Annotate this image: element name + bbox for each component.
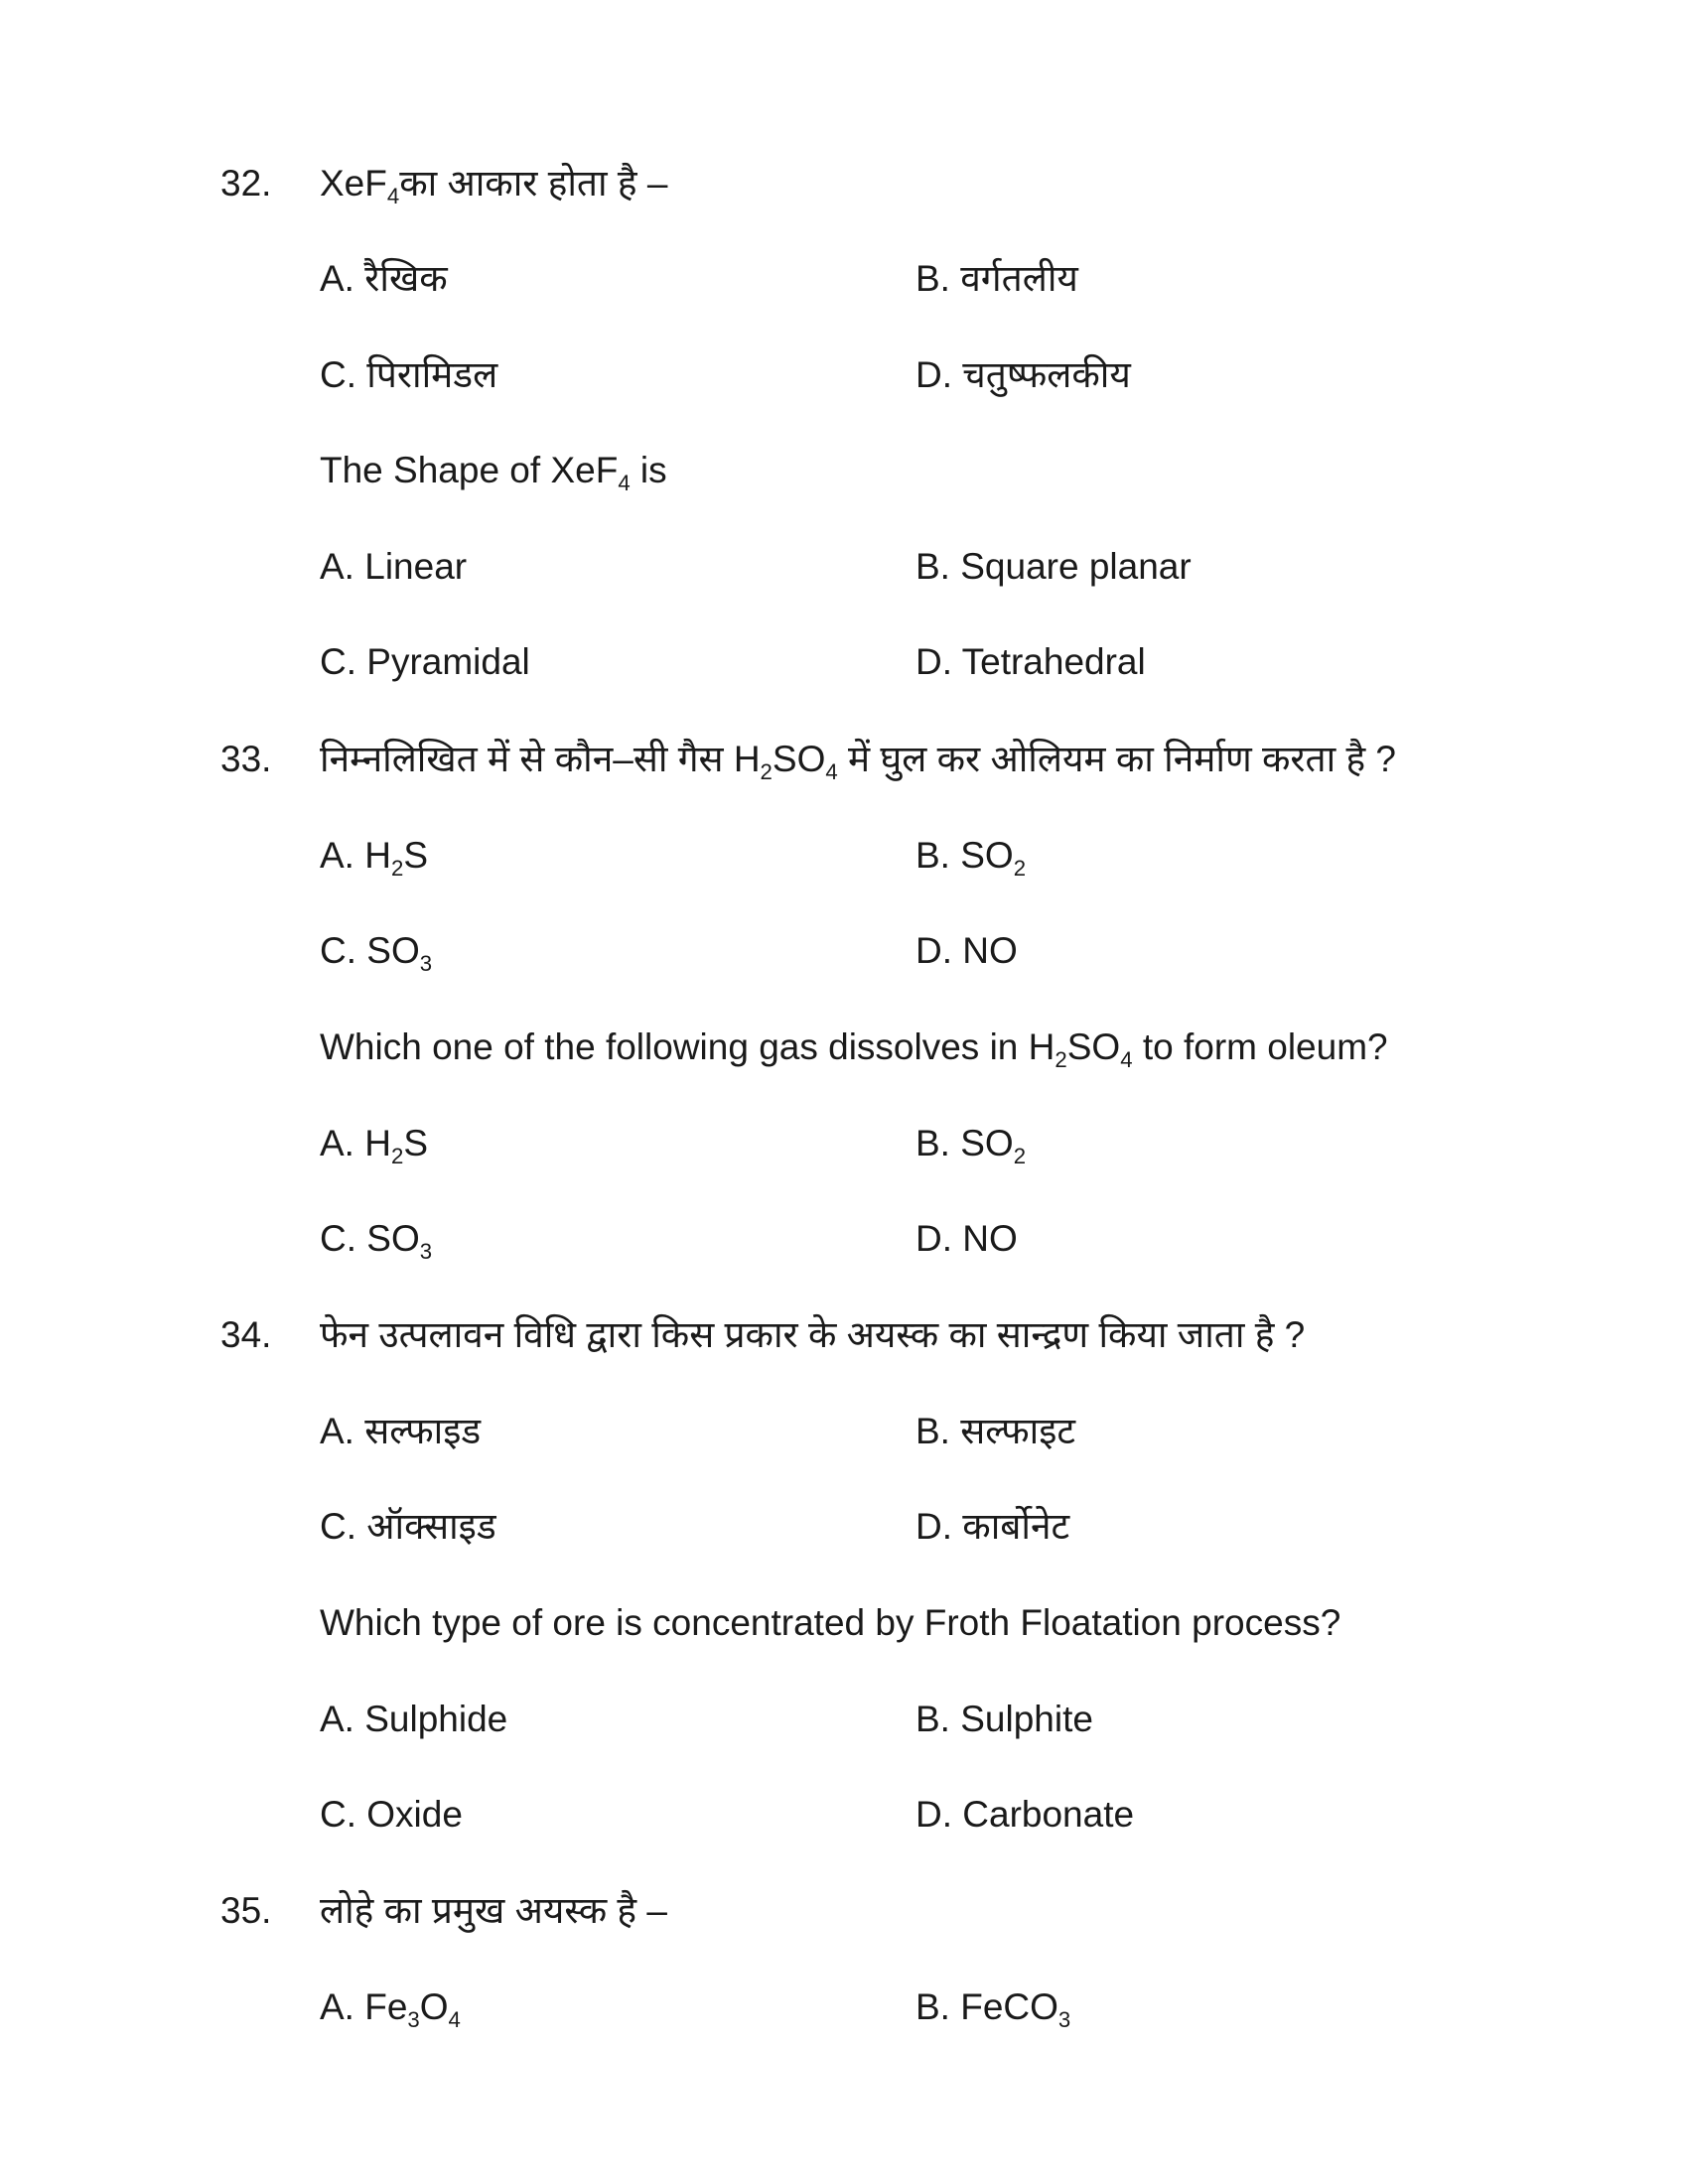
option-b: B. $SO_2$ [915,1123,1027,1168]
option-b: B. FeCO$_3$ [915,1986,1071,2032]
question-stem-hindi: निम्नलिखित में से कौन–सी गैस $H_2SO_4$ में घुल कर ओलियम का निर्माण करता है ? [320,739,1396,784]
option-a: A. $H_2S$ [320,835,428,881]
option-d: D. Tetrahedral [915,641,1146,682]
option-b: B. सल्फाइट [915,1411,1076,1451]
question-number: 35. [220,1890,272,1931]
question-stem-english: Which type of ore is concentrated by Froth Floatation process? [320,1602,1341,1643]
question-stem-english: Which one of the following gas dissolves in $H_2SO_4$ to form oleum? [320,1026,1388,1072]
option-b: B. $SO_2$ [915,835,1027,881]
question-stem-hindi: लोहे का प्रमुख अयस्क है – [320,1890,667,1931]
question-stem-hindi: XeF$_4$का आकार होता है – [320,163,668,208]
option-d: D. कार्बोनेट [915,1506,1070,1547]
option-d: D. NO [915,930,1018,971]
question-number: 33. [220,739,272,779]
option-c: C. Oxide [320,1794,463,1835]
option-b: B. Square planar [915,546,1192,587]
option-d: D. Carbonate [915,1794,1135,1835]
question-number: 32. [220,163,272,204]
question-stem-hindi: फेन उत्पलावन विधि द्वारा किस प्रकार के अयस्क का सान्द्रण किया जाता है ? [320,1314,1306,1355]
option-c: C. पिरामिडल [320,354,498,395]
option-c: C. Pyramidal [320,641,530,682]
option-a: A. Sulphide [320,1699,508,1739]
option-d: D. चतुष्फलकीय [915,354,1131,395]
option-a: A. Linear [320,546,468,587]
option-c: C. ऑक्साइड [320,1506,496,1547]
option-a: A. सल्फाइड [320,1411,482,1451]
option-b: B. वर्गतलीय [915,258,1078,299]
option-a: A. $Fe_3O_4$ [320,1986,461,2032]
question-number: 34. [220,1314,272,1355]
option-a: A. रैखिक [320,258,448,299]
question-stem-english: The Shape of XeF$_4$ is [320,450,667,495]
option-c: C. $SO_3$ [320,930,433,976]
option-c: C. $SO_3$ [320,1218,433,1264]
option-d: D. NO [915,1218,1018,1259]
option-a: A. $H_2S$ [320,1123,428,1168]
option-b: B. Sulphite [915,1699,1093,1739]
